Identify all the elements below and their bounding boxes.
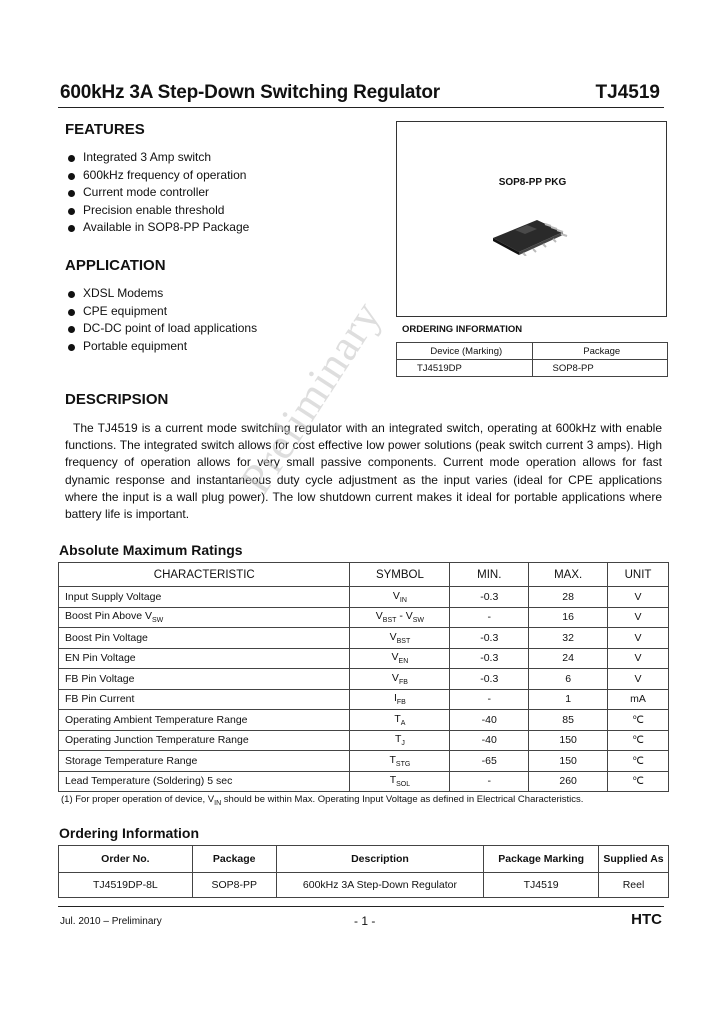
table-header: Order No. (59, 846, 193, 873)
table-cell: 600kHz 3A Step-Down Regulator (276, 873, 484, 898)
unit-cell: ℃ (608, 771, 669, 792)
characteristic-cell: Storage Temperature Range (59, 751, 350, 772)
table-header: CHARACTERISTIC (59, 563, 350, 587)
characteristic-cell: Operating Ambient Temperature Range (59, 710, 350, 731)
table-row (59, 689, 669, 710)
ordering-info-table (396, 342, 668, 377)
list-item: Precision enable threshold (66, 202, 249, 220)
part-number: TJ4519 (595, 82, 660, 103)
unit-cell: mA (608, 689, 669, 710)
table-header: UNIT (608, 563, 669, 587)
bullet-icon (68, 155, 75, 162)
symbol-cell: $T_{SOL}$ (350, 771, 450, 792)
table-row (59, 730, 669, 751)
unit-cell: ℃ (608, 730, 669, 751)
package-box (396, 121, 667, 317)
min-cell: -0.3 (450, 628, 529, 649)
symbol-cell: $V_{IN}$ (350, 587, 450, 608)
brand-logo: HTC (631, 911, 662, 928)
abs-max-heading: Absolute Maximum Ratings (59, 542, 243, 558)
bullet-icon (68, 190, 75, 197)
list-item: Portable equipment (66, 338, 257, 356)
max-cell: 1 (529, 689, 608, 710)
min-cell: - (450, 607, 529, 628)
unit-cell: V (608, 587, 669, 608)
unit-cell: V (608, 669, 669, 690)
bullet-icon (68, 309, 75, 316)
bullet-icon (68, 208, 75, 215)
table-header: Package (192, 846, 276, 873)
list-item: XDSL Modems (66, 285, 257, 303)
symbol-cell: $I_{FB}$ (350, 689, 450, 710)
table-header-row (59, 846, 669, 873)
bullet-icon (68, 225, 75, 232)
characteristic-cell: FB Pin Current (59, 689, 350, 710)
table-header: MIN. (450, 563, 529, 587)
table-header: MAX. (529, 563, 608, 587)
characteristic-cell: Lead Temperature (Soldering) 5 sec (59, 771, 350, 792)
list-item: Integrated 3 Amp switch (66, 149, 249, 167)
list-item: DC-DC point of load applications (66, 320, 257, 338)
ordering-heading: Ordering Information (59, 825, 199, 841)
characteristic-cell: Boost Pin Voltage (59, 628, 350, 649)
min-cell: -0.3 (450, 648, 529, 669)
bullet-icon (68, 173, 75, 180)
table-cell: Reel (599, 873, 669, 898)
table-row (59, 648, 669, 669)
bullet-icon (68, 344, 75, 351)
description-text: The TJ4519 is a current mode switching regulator with an integrated switch, operating at 600kHz with enable functions. The integrated switch allows for cost effective low power solutions (peak switch current 3 amps). High frequency of operation allows for very small passive components. Current mode operation allows for fast dynamic response and instantaneous duty cycle adjustment as the input varies (ideal for CPE applications where the input is a wall plug power). The low shutdown current makes it ideal for portable applications where battery life is important. (65, 421, 662, 522)
list-item: Current mode controller (66, 184, 249, 202)
package-label: SOP8-PP PKG (498, 177, 567, 188)
list-item: 600kHz frequency of operation (66, 167, 249, 185)
header-rule (58, 107, 664, 108)
table-row (59, 607, 669, 628)
footnote: (1) For proper operation of device, $V_{IN}$ should be within Max. Operating Input Voltage as defined in Electrical Characteristics. (61, 794, 584, 807)
table-cell: SOP8-PP (532, 360, 668, 377)
characteristic-cell: Input Supply Voltage (59, 587, 350, 608)
table-row (59, 669, 669, 690)
bullet-icon (68, 326, 75, 333)
bullet-icon (68, 291, 75, 298)
min-cell: - (450, 771, 529, 792)
min-cell: -40 (450, 730, 529, 751)
table-row (59, 587, 669, 608)
watermark: Preliminary (230, 292, 392, 503)
unit-cell: V (608, 607, 669, 628)
abs-max-table (58, 562, 669, 792)
min-cell: - (450, 689, 529, 710)
symbol-cell: $T_{STG}$ (350, 751, 450, 772)
list-item: CPE equipment (66, 303, 257, 321)
table-header: SYMBOL (350, 563, 450, 587)
max-cell: 28 (529, 587, 608, 608)
min-cell: -0.3 (450, 587, 529, 608)
unit-cell: V (608, 628, 669, 649)
chip-package-icon (487, 212, 577, 256)
table-cell: TJ4519 (484, 873, 599, 898)
table-cell: TJ4519DP (397, 360, 533, 377)
symbol-cell: $V_{FB}$ (350, 669, 450, 690)
list-item: Available in SOP8-PP Package (66, 219, 249, 237)
ordering-info-heading: ORDERING INFORMATION (402, 324, 523, 335)
min-cell: -65 (450, 751, 529, 772)
max-cell: 85 (529, 710, 608, 731)
table-cell: TJ4519DP-8L (59, 873, 193, 898)
table-row (59, 628, 669, 649)
max-cell: 32 (529, 628, 608, 649)
characteristic-cell: Operating Junction Temperature Range (59, 730, 350, 751)
symbol-cell: $T_J$ (350, 730, 450, 751)
unit-cell: ℃ (608, 751, 669, 772)
features-list (66, 149, 249, 237)
unit-cell: ℃ (608, 710, 669, 731)
max-cell: 150 (529, 730, 608, 751)
table-cell: SOP8-PP (192, 873, 276, 898)
application-heading: APPLICATION (65, 257, 166, 274)
features-heading: FEATURES (65, 121, 145, 138)
page-title: 600kHz 3A Step-Down Switching Regulator (60, 82, 440, 103)
description-heading: DESCRIPSION (65, 391, 169, 408)
characteristic-cell: FB Pin Voltage (59, 669, 350, 690)
table-row (59, 710, 669, 731)
max-cell: 24 (529, 648, 608, 669)
table-header-row (59, 563, 669, 587)
table-row (397, 360, 668, 377)
table-row (397, 343, 668, 360)
footer-rule (58, 906, 664, 907)
unit-cell: V (608, 648, 669, 669)
max-cell: 6 (529, 669, 608, 690)
table-row (59, 873, 669, 898)
min-cell: -0.3 (450, 669, 529, 690)
application-list (66, 285, 257, 355)
table-header: Device (Marking) (397, 343, 533, 360)
table-header: Description (276, 846, 484, 873)
max-cell: 150 (529, 751, 608, 772)
page-number: - 1 - (354, 914, 376, 928)
ordering-table (58, 845, 669, 898)
description-body (65, 420, 662, 523)
symbol-cell: $V_{BST} - V_{SW}$ (350, 607, 450, 628)
characteristic-cell: Boost Pin Above $V_{SW}$ (59, 607, 350, 628)
characteristic-cell: EN Pin Voltage (59, 648, 350, 669)
table-header: Package Marking (484, 846, 599, 873)
table-row (59, 751, 669, 772)
footer-date: Jul. 2010 – Preliminary (60, 916, 162, 927)
symbol-cell: $T_A$ (350, 710, 450, 731)
table-row (59, 771, 669, 792)
symbol-cell: $V_{BST}$ (350, 628, 450, 649)
max-cell: 260 (529, 771, 608, 792)
min-cell: -40 (450, 710, 529, 731)
max-cell: 16 (529, 607, 608, 628)
symbol-cell: $V_{EN}$ (350, 648, 450, 669)
table-header: Supplied As (599, 846, 669, 873)
table-header: Package (532, 343, 668, 360)
